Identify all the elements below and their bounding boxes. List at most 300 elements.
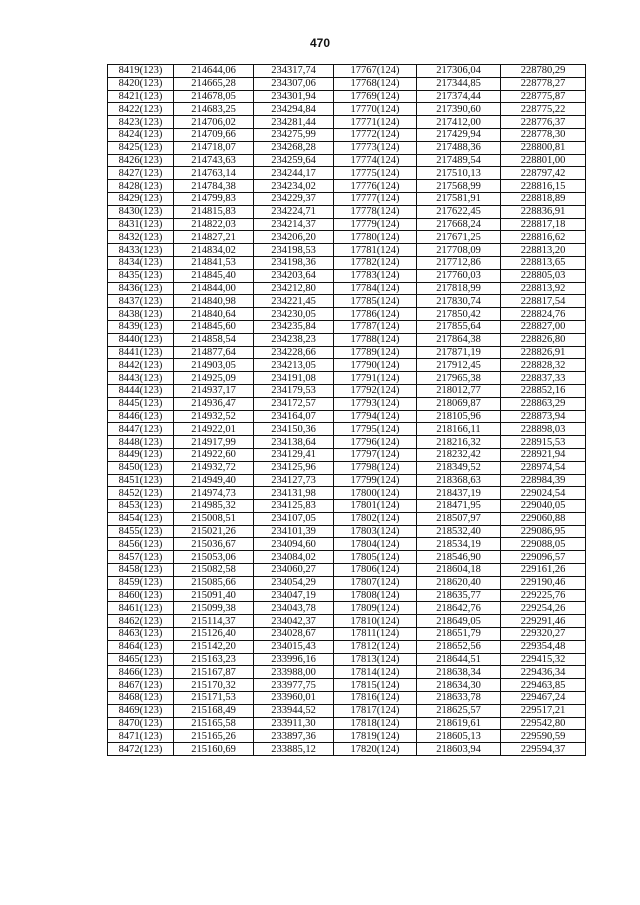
table-cell: 214922,60 [174,448,254,461]
table-cell: 217429,94 [417,128,501,141]
table-cell: 234206,20 [254,231,334,244]
table-cell: 214932,52 [174,410,254,423]
table-cell: 218652,56 [417,640,501,653]
table-cell: 215091,40 [174,589,254,602]
table-cell: 217855,64 [417,320,501,333]
table-cell: 17799(124) [334,474,417,487]
table-cell: 233977,75 [254,679,334,692]
table-cell: 8436(123) [108,282,174,295]
table-cell: 214827,21 [174,231,254,244]
table-cell: 234101,39 [254,525,334,538]
table-row [108,423,586,436]
table-cell: 218471,95 [417,500,501,513]
table-cell: 234191,08 [254,372,334,385]
table-cell: 8464(123) [108,640,174,653]
table-cell: 234259,64 [254,154,334,167]
table-cell: 218546,90 [417,551,501,564]
table-cell: 17816(124) [334,692,417,705]
table-cell: 215165,26 [174,730,254,743]
table-cell: 229594,37 [501,743,586,756]
table-row [108,65,586,78]
table-cell: 214763,14 [174,167,254,180]
table-cell: 214678,05 [174,90,254,103]
table-cell: 17770(124) [334,103,417,116]
table-cell: 217488,36 [417,141,501,154]
table-cell: 17778(124) [334,205,417,218]
table-cell: 17802(124) [334,512,417,525]
table-cell: 17817(124) [334,704,417,717]
table-cell: 218603,94 [417,743,501,756]
table-cell: 17777(124) [334,192,417,205]
table-row [108,640,586,653]
table-row [108,500,586,513]
table-cell: 17798(124) [334,461,417,474]
table-cell: 217489,54 [417,154,501,167]
table-cell: 8424(123) [108,128,174,141]
table-cell: 8440(123) [108,333,174,346]
table-cell: 8452(123) [108,487,174,500]
table-cell: 8444(123) [108,384,174,397]
table-cell: 17818(124) [334,717,417,730]
table-cell: 17788(124) [334,333,417,346]
table-cell: 17784(124) [334,282,417,295]
table-row [108,525,586,538]
table-cell: 218437,19 [417,487,501,500]
table-row [108,512,586,525]
table-cell: 214845,40 [174,269,254,282]
table-cell: 17773(124) [334,141,417,154]
table-cell: 229590,59 [501,730,586,743]
table-row [108,167,586,180]
table-cell: 234212,80 [254,282,334,295]
table-row [108,410,586,423]
table-cell: 17786(124) [334,308,417,321]
table-cell: 17776(124) [334,180,417,193]
table-cell: 17767(124) [334,65,417,78]
table-cell: 8463(123) [108,628,174,641]
table-cell: 8471(123) [108,730,174,743]
table-cell: 214718,07 [174,141,254,154]
table-cell: 234244,17 [254,167,334,180]
table-cell: 17775(124) [334,167,417,180]
table-cell: 8468(123) [108,692,174,705]
table-cell: 228775,87 [501,90,586,103]
table-cell: 217390,60 [417,103,501,116]
table-cell: 17807(124) [334,576,417,589]
table-cell: 228778,30 [501,128,586,141]
table-cell: 228826,80 [501,333,586,346]
table-cell: 215167,87 [174,666,254,679]
table-cell: 228805,03 [501,269,586,282]
table-cell: 234043,78 [254,602,334,615]
table-row [108,269,586,282]
table-cell: 8443(123) [108,372,174,385]
table-row [108,333,586,346]
table-row [108,320,586,333]
table-cell: 228817,18 [501,218,586,231]
table-cell: 17787(124) [334,320,417,333]
table-cell: 233988,00 [254,666,334,679]
table-cell: 8419(123) [108,65,174,78]
table-cell: 215008,51 [174,512,254,525]
table-cell: 214822,03 [174,218,254,231]
table-row [108,743,586,756]
table-cell: 217965,38 [417,372,501,385]
table-cell: 17796(124) [334,436,417,449]
table-cell: 218216,32 [417,436,501,449]
table-cell: 215085,66 [174,576,254,589]
table-cell: 234198,53 [254,244,334,257]
table-cell: 215126,40 [174,628,254,641]
table-cell: 234107,05 [254,512,334,525]
table-cell: 234224,71 [254,205,334,218]
table-cell: 8427(123) [108,167,174,180]
table-cell: 234150,36 [254,423,334,436]
coordinates-table-body [108,65,586,756]
table-cell: 215165,58 [174,717,254,730]
table-row [108,90,586,103]
table-cell: 17792(124) [334,384,417,397]
table-cell: 8467(123) [108,679,174,692]
table-cell: 8451(123) [108,474,174,487]
table-cell: 17783(124) [334,269,417,282]
table-cell: 17771(124) [334,116,417,129]
table-row [108,154,586,167]
table-cell: 217671,25 [417,231,501,244]
table-cell: 234294,84 [254,103,334,116]
table-cell: 229291,46 [501,615,586,628]
table-cell: 217760,03 [417,269,501,282]
table-cell: 218605,13 [417,730,501,743]
table-cell: 229190,46 [501,576,586,589]
table-cell: 17785(124) [334,295,417,308]
table-cell: 234235,84 [254,320,334,333]
table-cell: 234127,73 [254,474,334,487]
table-row [108,666,586,679]
table-cell: 233944,52 [254,704,334,717]
table-cell: 214844,00 [174,282,254,295]
table-cell: 218625,57 [417,704,501,717]
table-cell: 8426(123) [108,154,174,167]
table-cell: 8453(123) [108,500,174,513]
table-row [108,205,586,218]
table-cell: 8429(123) [108,192,174,205]
table-cell: 214858,54 [174,333,254,346]
table-row [108,141,586,154]
table-cell: 229161,26 [501,564,586,577]
table-cell: 17814(124) [334,666,417,679]
table-cell: 214937,17 [174,384,254,397]
table-cell: 218534,19 [417,538,501,551]
table-row [108,564,586,577]
table-cell: 17801(124) [334,500,417,513]
table-cell: 8457(123) [108,551,174,564]
table-cell: 214840,98 [174,295,254,308]
table-row [108,679,586,692]
table-cell: 218635,77 [417,589,501,602]
table-cell: 8441(123) [108,346,174,359]
table-cell: 217712,86 [417,256,501,269]
table-cell: 234234,02 [254,180,334,193]
table-cell: 214815,83 [174,205,254,218]
table-cell: 17812(124) [334,640,417,653]
table-cell: 8448(123) [108,436,174,449]
table-cell: 217510,13 [417,167,501,180]
table-cell: 8442(123) [108,359,174,372]
table-row [108,487,586,500]
table-row [108,628,586,641]
table-cell: 214840,64 [174,308,254,321]
table-cell: 8447(123) [108,423,174,436]
table-cell: 8433(123) [108,244,174,257]
table-cell: 214922,01 [174,423,254,436]
table-cell: 228818,89 [501,192,586,205]
table-cell: 217344,85 [417,77,501,90]
table-cell: 229415,32 [501,653,586,666]
table-cell: 214706,02 [174,116,254,129]
table-cell: 8446(123) [108,410,174,423]
table-cell: 228852,16 [501,384,586,397]
table-cell: 228828,32 [501,359,586,372]
table-cell: 8460(123) [108,589,174,602]
table-row [108,448,586,461]
table-cell: 214709,66 [174,128,254,141]
table-cell: 8445(123) [108,397,174,410]
table-cell: 17804(124) [334,538,417,551]
table-row [108,244,586,257]
table-cell: 214925,09 [174,372,254,385]
table-row [108,372,586,385]
table-cell: 214974,73 [174,487,254,500]
table-cell: 215142,20 [174,640,254,653]
table-cell: 218069,87 [417,397,501,410]
table-cell: 234317,74 [254,65,334,78]
table-cell: 228816,62 [501,231,586,244]
table-cell: 228816,15 [501,180,586,193]
table-cell: 214917,99 [174,436,254,449]
table-cell: 214743,63 [174,154,254,167]
table-cell: 17806(124) [334,564,417,577]
table-cell: 234229,37 [254,192,334,205]
table-row [108,77,586,90]
table-row [108,231,586,244]
table-cell: 228974,54 [501,461,586,474]
table-row [108,218,586,231]
table-cell: 17791(124) [334,372,417,385]
table-cell: 234172,57 [254,397,334,410]
table-cell: 234047,19 [254,589,334,602]
table-row [108,295,586,308]
table-cell: 8469(123) [108,704,174,717]
table-cell: 8430(123) [108,205,174,218]
table-cell: 234060,27 [254,564,334,577]
table-row [108,128,586,141]
table-cell: 215036,67 [174,538,254,551]
table-cell: 215170,32 [174,679,254,692]
table-cell: 217818,99 [417,282,501,295]
table-cell: 17815(124) [334,679,417,692]
table-row [108,308,586,321]
table-cell: 229517,21 [501,704,586,717]
table-cell: 8425(123) [108,141,174,154]
table-cell: 217871,19 [417,346,501,359]
table-cell: 215082,58 [174,564,254,577]
table-cell: 234301,94 [254,90,334,103]
table-cell: 234125,96 [254,461,334,474]
table-cell: 234042,37 [254,615,334,628]
table-cell: 218619,61 [417,717,501,730]
table-cell: 17779(124) [334,218,417,231]
table-cell: 8423(123) [108,116,174,129]
table-cell: 234230,05 [254,308,334,321]
table-cell: 217912,45 [417,359,501,372]
table-cell: 17774(124) [334,154,417,167]
table-cell: 218620,40 [417,576,501,589]
table-cell: 8450(123) [108,461,174,474]
table-cell: 8462(123) [108,615,174,628]
table-cell: 214949,40 [174,474,254,487]
table-cell: 8454(123) [108,512,174,525]
table-cell: 17797(124) [334,448,417,461]
page-number: 470 [309,36,331,50]
table-cell: 214683,25 [174,103,254,116]
table-cell: 217864,38 [417,333,501,346]
table-cell: 217306,04 [417,65,501,78]
table-cell: 234203,64 [254,269,334,282]
table-cell: 229354,48 [501,640,586,653]
table-cell: 17793(124) [334,397,417,410]
table-cell: 214936,47 [174,397,254,410]
table-cell: 228775,22 [501,103,586,116]
table-cell: 218604,18 [417,564,501,577]
table-cell: 217668,24 [417,218,501,231]
table-cell: 215099,38 [174,602,254,615]
table-cell: 17782(124) [334,256,417,269]
table-cell: 228813,65 [501,256,586,269]
table-cell: 214845,60 [174,320,254,333]
table-cell: 8431(123) [108,218,174,231]
table-cell: 217568,99 [417,180,501,193]
table-cell: 228801,00 [501,154,586,167]
table-cell: 228915,53 [501,436,586,449]
table-cell: 8438(123) [108,308,174,321]
table-cell: 8456(123) [108,538,174,551]
table-cell: 234125,83 [254,500,334,513]
table-cell: 17795(124) [334,423,417,436]
table-row [108,551,586,564]
table-cell: 17780(124) [334,231,417,244]
table-cell: 17803(124) [334,525,417,538]
coordinates-table [107,64,586,756]
table-cell: 215053,06 [174,551,254,564]
table-cell: 214877,64 [174,346,254,359]
table-cell: 234307,06 [254,77,334,90]
table-cell: 234084,02 [254,551,334,564]
table-cell: 17813(124) [334,653,417,666]
table-cell: 217830,74 [417,295,501,308]
table-cell: 234131,98 [254,487,334,500]
table-cell: 215163,23 [174,653,254,666]
table-cell: 215021,26 [174,525,254,538]
table-cell: 228817,54 [501,295,586,308]
table-cell: 8459(123) [108,576,174,589]
table-cell: 214784,38 [174,180,254,193]
table-cell: 234268,28 [254,141,334,154]
table-cell: 17790(124) [334,359,417,372]
table-cell: 218232,42 [417,448,501,461]
table-cell: 215114,37 [174,615,254,628]
table-cell: 229086,95 [501,525,586,538]
table-cell: 218368,63 [417,474,501,487]
table-cell: 234015,43 [254,640,334,653]
table-cell: 8455(123) [108,525,174,538]
table-cell: 218644,51 [417,653,501,666]
table-cell: 217708,09 [417,244,501,257]
table-cell: 229542,80 [501,717,586,730]
table-row [108,359,586,372]
table-cell: 8420(123) [108,77,174,90]
table-cell: 229225,76 [501,589,586,602]
table-cell: 215171,53 [174,692,254,705]
table-cell: 218532,40 [417,525,501,538]
table-cell: 228827,00 [501,320,586,333]
table-cell: 17794(124) [334,410,417,423]
table-cell: 217374,44 [417,90,501,103]
table-cell: 229254,26 [501,602,586,615]
table-cell: 215160,69 [174,743,254,756]
table-cell: 17808(124) [334,589,417,602]
table-cell: 218651,79 [417,628,501,641]
table-row [108,653,586,666]
table-cell: 8470(123) [108,717,174,730]
table-cell: 8466(123) [108,666,174,679]
table-cell: 8465(123) [108,653,174,666]
table-row [108,615,586,628]
table-cell: 234179,53 [254,384,334,397]
table-cell: 8449(123) [108,448,174,461]
table-cell: 229436,34 [501,666,586,679]
table-cell: 229060,88 [501,512,586,525]
table-cell: 234228,66 [254,346,334,359]
table-cell: 8472(123) [108,743,174,756]
table-cell: 228813,92 [501,282,586,295]
table-cell: 228776,37 [501,116,586,129]
table-cell: 214834,02 [174,244,254,257]
table-cell: 214985,32 [174,500,254,513]
table-cell: 234094,60 [254,538,334,551]
table-cell: 218649,05 [417,615,501,628]
table-cell: 215168,49 [174,704,254,717]
table-row [108,397,586,410]
table-cell: 228863,29 [501,397,586,410]
table-cell: 17781(124) [334,244,417,257]
table-cell: 233996,16 [254,653,334,666]
table-cell: 233885,12 [254,743,334,756]
table-cell: 218349,52 [417,461,501,474]
table-cell: 17772(124) [334,128,417,141]
table-row [108,192,586,205]
table-cell: 17811(124) [334,628,417,641]
table-row [108,474,586,487]
table-cell: 17810(124) [334,615,417,628]
table-row [108,602,586,615]
table-cell: 228797,42 [501,167,586,180]
table-cell: 214903,05 [174,359,254,372]
table-cell: 217581,91 [417,192,501,205]
table-cell: 228837,33 [501,372,586,385]
table-cell: 17769(124) [334,90,417,103]
table-cell: 218507,97 [417,512,501,525]
